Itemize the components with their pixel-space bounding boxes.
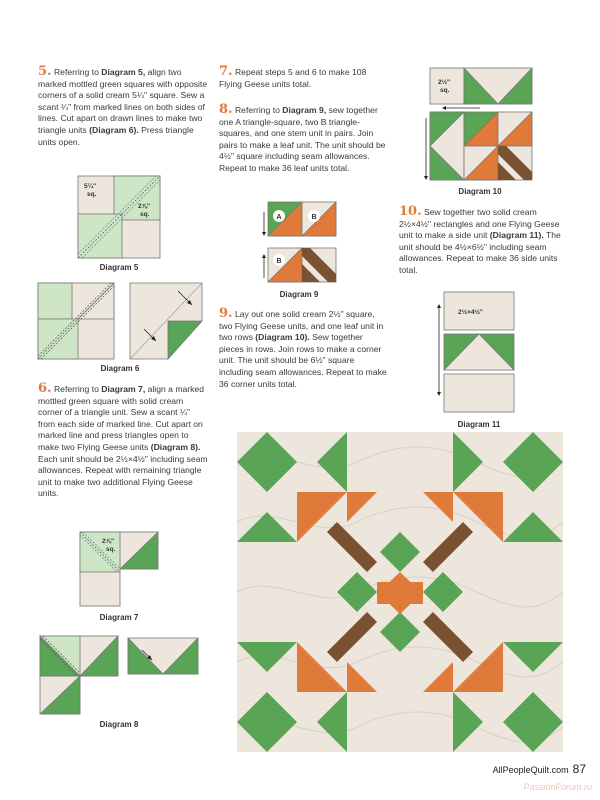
step-7: 7. Repeat steps 5 and 6 to make 108 Flying Geese units total. [219, 64, 367, 89]
diagram-9 [262, 202, 336, 286]
svg-text:sq.: sq. [140, 211, 150, 218]
diagram-11 [436, 292, 516, 414]
svg-text:2⅞": 2⅞" [138, 203, 151, 210]
watermark: PassionForum.ru [523, 782, 592, 792]
svg-text:sq.: sq. [106, 546, 116, 553]
diagram-7-caption: Diagram 7 [99, 613, 139, 622]
diagram-5-caption: Diagram 5 [99, 263, 139, 272]
step-9: 9. Lay out one solid cream 2½" square, two Flying Geese units, and one leaf unit in two rows (Diagram 10). Sew together pieces in rows. Join rows to make a corner unit. The unit should be 6½" square including seam allowances. Repeat to make 36 corner units total. [219, 306, 387, 389]
diagram-11-caption: Diagram 11 [457, 420, 501, 429]
svg-text:A: A [276, 214, 282, 221]
diagram-5 [78, 176, 160, 258]
diagram-8 [40, 636, 200, 714]
svg-text:2½×4½": 2½×4½" [458, 309, 483, 316]
svg-text:sq.: sq. [440, 87, 450, 94]
diagram-8-caption: Diagram 8 [99, 720, 139, 729]
svg-text:2⅞": 2⅞" [102, 538, 115, 545]
svg-text:sq.: sq. [87, 191, 97, 198]
diagram-10-caption: Diagram 10 [458, 187, 502, 196]
diagram-10 [426, 68, 534, 184]
diagram-6-caption: Diagram 6 [100, 364, 140, 373]
site-name: AllPeopleQuilt.com [492, 765, 569, 775]
quilt-block-photo [237, 432, 563, 752]
step-10: 10. Sew together two solid cream 2½×4½" rectangles and one Flying Geese unit to make a side unit (Diagram 11). The unit should be 4½×6½" including seam allowances. Repeat to make 36 side units total. [399, 204, 561, 275]
svg-text:B: B [276, 258, 282, 265]
step-5: 5. Referring to Diagram 5, align two marked mottled green squares with opposite corners of a solid cream 5¼" square. Sew a scant ¼" from marked lines on both sides of lines. Cut apart on drawn lines to make two triangle units (Diagram 6). Press triangle units open. [38, 64, 208, 147]
step-8: 8. Referring to Diagram 9, sew together one A triangle-square, two B triangle-squares, and one stem unit in pairs. Join pairs to make a leaf unit. The unit should be 4½" square including seam allowances. Repeat to make 36 leaf units total. [219, 102, 386, 173]
diagram-7 [80, 532, 158, 606]
step-6: 6. Referring to Diagram 7, align a marked mottled green square with solid cream corner of a triangle unit. Sew a scant ¼" from each side of marked line. Cut apart on marked line and press triangles open to make two Flying Geese units (Diagram 8). Each unit should be 2½×4½" including seam allowances. Repeat with remaining triangle unit to make two additional Flying Geese units. [38, 381, 208, 499]
page-footer [493, 762, 586, 776]
diagram-9-caption: Diagram 9 [279, 290, 319, 299]
svg-text:2½": 2½" [438, 79, 451, 86]
svg-text:5¼": 5¼" [84, 183, 97, 190]
page-number: 87 [572, 762, 586, 776]
diagram-6 [38, 283, 202, 359]
svg-text:B: B [311, 214, 317, 221]
